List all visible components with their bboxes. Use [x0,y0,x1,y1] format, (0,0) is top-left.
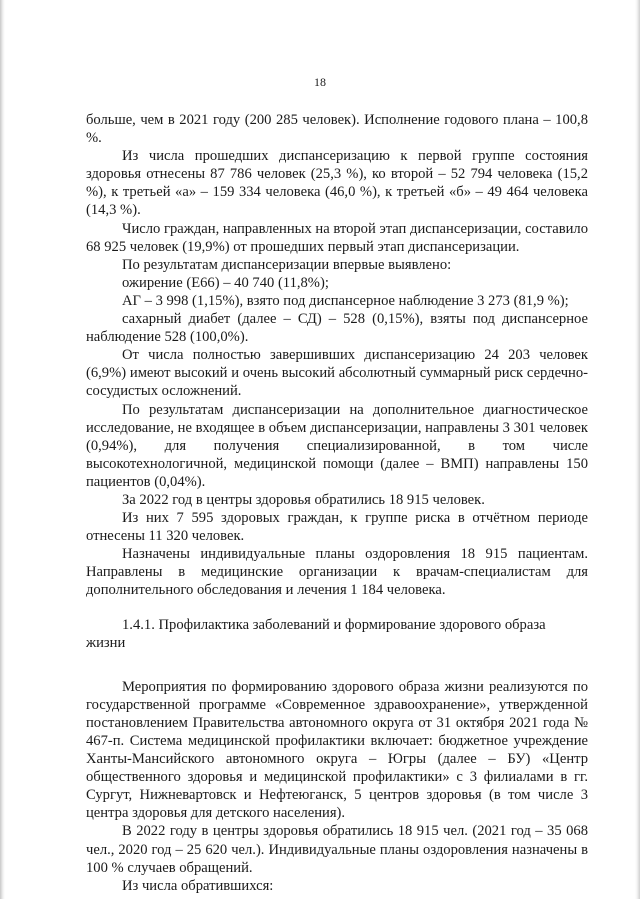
paragraph: В 2022 году в центры здоровья обратились 18 915 чел. (2021 год – 35 068 чел., 2020 год – 25 620 чел.). Индивидуальные планы оздоровления назначены в 100 % случаев обращений. [86,823,588,876]
paragraph: За 2022 год в центры здоровья обратились 18 915 человек. [122,491,485,508]
paragraph: АГ – 3 998 (1,15%), взято под диспансерное наблюдение 3 273 (81,9 %); [122,292,569,309]
paragraph: Мероприятия по формированию здорового образа жизни реализуются по государственной программе «Современное здравоохранение», утвержденной постановлением Правительства автономного округа от 31 октября 2021 года № 467-п. Система медицинской профилактики включает: бюджетное учреждение Ханты-Мансийского автономного округа – Югры (далее – БУ) «Центр общественного здоровья и медицинской профилактики» с 3 филиалами в гг. Сургут, Нижневартовск и Нефтеюганск, 5 центров здоровья (в том числе 3 центра здоровья для детского населения). [86,678,588,822]
paragraph: Назначены индивидуальные планы оздоровления 18 915 пациентам. Направлены в медицинские организации к врачам-специалистам для дополнительного обследования и лечения 1 184 человека. [86,546,588,599]
section-heading: 1.4.1. Профилактика заболеваний и формирование здорового образа жизни [86,616,546,651]
paragraph: От числа полностью завершивших диспансеризацию 24 203 человек (6,9%) имеют высокий и очень высокий абсолютный суммарный риск сердечно-сосудистых осложнений. [86,347,588,400]
page-number: 18 [314,75,326,89]
scan-edge-right [635,0,640,899]
paragraph: сахарный диабет (далее – СД) – 528 (0,15%), взяты под диспансерное наблюдение 528 (100,0%). [86,311,588,346]
paragraph: По результатам диспансеризации впервые выявлено: [122,256,452,273]
paragraph: Из числа обратившихся: [122,877,274,894]
paragraph: Из числа прошедших диспансеризацию к первой группе состояния здоровья отнесены 87 786 человек (25,3 %), ко второй – 52 794 человека (15,2 %), к третьей «а» – 159 334 человека (46,0 %), к третьей «б» – 49 464 человека (14,3 %). [86,148,588,219]
scan-edge-left [0,0,5,899]
paragraph: больше, чем в 2021 году (200 285 человек). Исполнение годового плана – 100,8 %. [86,112,588,147]
body-text [86,111,588,895]
paragraph: По результатам диспансеризации на дополнительное диагностическое исследование, не входящее в объем диспансеризации, направлены 3 301 человек (0,94%), для получения специализированной, в том числе высокотехнологичной, медицинской помощи (далее – ВМП) направлены 150 пациентов (0,04%). [86,401,588,490]
paragraph: ожирение (Е66) – 40 740 (11,8%); [122,274,329,291]
paragraph: Число граждан, направленных на второй этап диспансеризации, составило 68 925 человек (19,9%) от прошедших первый этап диспансеризации. [86,220,588,255]
paragraph: Из них 7 595 здоровых граждан, к группе риска в отчётном периоде отнесены 11 320 человек. [86,510,588,545]
